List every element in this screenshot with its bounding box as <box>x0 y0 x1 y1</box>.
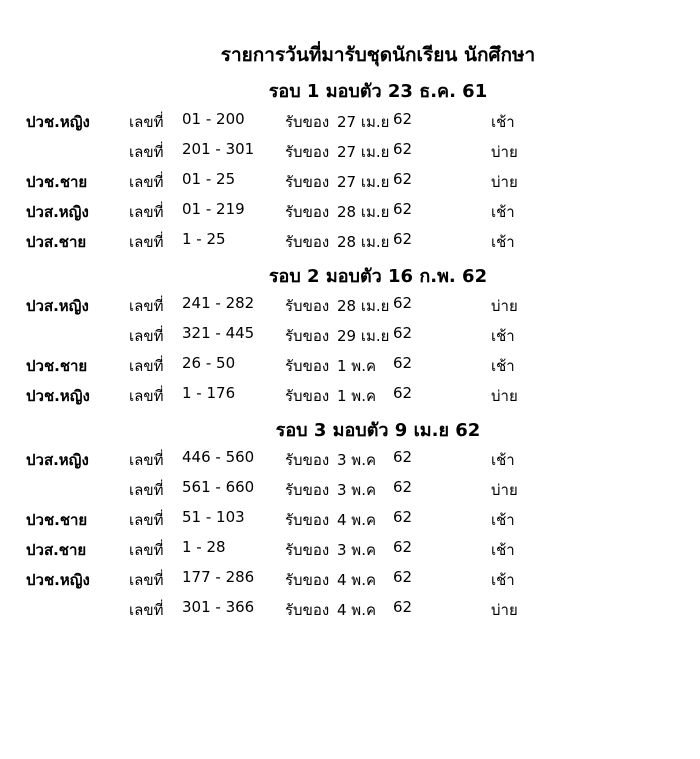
receive-year: 62 <box>393 538 413 556</box>
number-label: เลขที่ <box>129 143 164 161</box>
receive-year: 62 <box>393 200 413 218</box>
time-period: บ่าย <box>491 481 518 499</box>
level-cell: ปวส.หญิง <box>26 297 89 315</box>
number-range: 561 - 660 <box>182 478 255 496</box>
number-label: เลขที่ <box>129 601 164 619</box>
time-period: เช้า <box>491 203 515 221</box>
number-range: 01 - 200 <box>182 110 245 128</box>
receive-label: รับของ <box>285 113 330 131</box>
time-period: บ่าย <box>491 387 518 405</box>
receive-label: รับของ <box>285 327 330 345</box>
table-row <box>0 448 700 472</box>
receive-label: รับของ <box>285 173 330 191</box>
receive-date: 29 เม.ย <box>337 327 390 345</box>
number-range: 01 - 25 <box>182 170 236 188</box>
receive-label: รับของ <box>285 143 330 161</box>
number-range: 1 - 28 <box>182 538 226 556</box>
number-range: 446 - 560 <box>182 448 255 466</box>
number-range: 26 - 50 <box>182 354 236 372</box>
receive-date: 27 เม.ย <box>337 173 390 191</box>
time-period: บ่าย <box>491 601 518 619</box>
receive-label: รับของ <box>285 203 330 221</box>
receive-year: 62 <box>393 140 413 158</box>
receive-date: 28 เม.ย <box>337 203 390 221</box>
receive-label: รับของ <box>285 571 330 589</box>
time-period: เช้า <box>491 571 515 589</box>
receive-date: 4 พ.ค <box>337 601 377 619</box>
table-row <box>0 200 700 224</box>
receive-label: รับของ <box>285 511 330 529</box>
number-label: เลขที่ <box>129 571 164 589</box>
time-period: บ่าย <box>491 173 518 191</box>
receive-date: 1 พ.ค <box>337 387 377 405</box>
receive-date: 28 เม.ย <box>337 233 390 251</box>
round-3-heading: รอบ 3 มอบตัว 9 เม.ย 62 <box>275 420 481 441</box>
receive-year: 62 <box>393 354 413 372</box>
receive-year: 62 <box>393 568 413 586</box>
receive-year: 62 <box>393 384 413 402</box>
table-row <box>0 384 700 408</box>
level-cell: ปวส.ชาย <box>26 541 87 559</box>
table-row <box>0 170 700 194</box>
number-label: เลขที่ <box>129 113 164 131</box>
round-2-heading: รอบ 2 มอบตัว 16 ก.พ. 62 <box>268 266 488 287</box>
table-row <box>0 354 700 378</box>
number-range: 321 - 445 <box>182 324 255 342</box>
level-cell: ปวส.หญิง <box>26 451 89 469</box>
receive-date: 4 พ.ค <box>337 511 377 529</box>
number-label: เลขที่ <box>129 173 164 191</box>
number-label: เลขที่ <box>129 297 164 315</box>
receive-date: 27 เม.ย <box>337 113 390 131</box>
receive-label: รับของ <box>285 387 330 405</box>
level-cell: ปวช.ชาย <box>26 357 88 375</box>
level-cell: ปวช.หญิง <box>26 387 90 405</box>
round-1-heading: รอบ 1 มอบตัว 23 ธ.ค. 61 <box>268 81 488 102</box>
number-label: เลขที่ <box>129 327 164 345</box>
receive-date: 3 พ.ค <box>337 541 377 559</box>
number-label: เลขที่ <box>129 451 164 469</box>
receive-date: 1 พ.ค <box>337 357 377 375</box>
receive-year: 62 <box>393 478 413 496</box>
number-range: 177 - 286 <box>182 568 255 586</box>
number-range: 301 - 366 <box>182 598 255 616</box>
receive-label: รับของ <box>285 357 330 375</box>
receive-date: 27 เม.ย <box>337 143 390 161</box>
time-period: เช้า <box>491 357 515 375</box>
number-range: 201 - 301 <box>182 140 255 158</box>
level-cell: ปวช.หญิง <box>26 571 90 589</box>
receive-date: 3 พ.ค <box>337 451 377 469</box>
table-row <box>0 110 700 134</box>
receive-year: 62 <box>393 230 413 248</box>
table-row <box>0 230 700 254</box>
receive-year: 62 <box>393 598 413 616</box>
receive-year: 62 <box>393 294 413 312</box>
number-label: เลขที่ <box>129 481 164 499</box>
table-row <box>0 508 700 532</box>
time-period: เช้า <box>491 511 515 529</box>
receive-label: รับของ <box>285 481 330 499</box>
receive-label: รับของ <box>285 233 330 251</box>
number-range: 51 - 103 <box>182 508 245 526</box>
table-row <box>0 598 700 622</box>
level-cell: ปวช.ชาย <box>26 173 88 191</box>
number-range: 1 - 25 <box>182 230 226 248</box>
time-period: เช้า <box>491 451 515 469</box>
time-period: เช้า <box>491 541 515 559</box>
number-label: เลขที่ <box>129 233 164 251</box>
number-label: เลขที่ <box>129 203 164 221</box>
table-row <box>0 324 700 348</box>
level-cell: ปวช.หญิง <box>26 113 90 131</box>
receive-date: 3 พ.ค <box>337 481 377 499</box>
number-label: เลขที่ <box>129 511 164 529</box>
number-range: 01 - 219 <box>182 200 245 218</box>
receive-year: 62 <box>393 110 413 128</box>
time-period: เช้า <box>491 233 515 251</box>
receive-year: 62 <box>393 324 413 342</box>
table-row <box>0 294 700 318</box>
time-period: บ่าย <box>491 143 518 161</box>
table-row <box>0 538 700 562</box>
level-cell: ปวช.ชาย <box>26 511 88 529</box>
time-period: บ่าย <box>491 297 518 315</box>
receive-year: 62 <box>393 508 413 526</box>
table-row <box>0 568 700 592</box>
level-cell: ปวส.ชาย <box>26 233 87 251</box>
table-row <box>0 478 700 502</box>
receive-label: รับของ <box>285 601 330 619</box>
receive-date: 28 เม.ย <box>337 297 390 315</box>
receive-label: รับของ <box>285 451 330 469</box>
receive-label: รับของ <box>285 541 330 559</box>
receive-year: 62 <box>393 170 413 188</box>
number-label: เลขที่ <box>129 357 164 375</box>
time-period: เช้า <box>491 327 515 345</box>
table-row <box>0 140 700 164</box>
number-label: เลขที่ <box>129 541 164 559</box>
receive-label: รับของ <box>285 297 330 315</box>
number-range: 241 - 282 <box>182 294 255 312</box>
receive-date: 4 พ.ค <box>337 571 377 589</box>
number-label: เลขที่ <box>129 387 164 405</box>
receive-year: 62 <box>393 448 413 466</box>
number-range: 1 - 176 <box>182 384 236 402</box>
time-period: เช้า <box>491 113 515 131</box>
page-title: รายการวันที่มารับชุดนักเรียน นักศึกษา <box>220 44 536 66</box>
level-cell: ปวส.หญิง <box>26 203 89 221</box>
